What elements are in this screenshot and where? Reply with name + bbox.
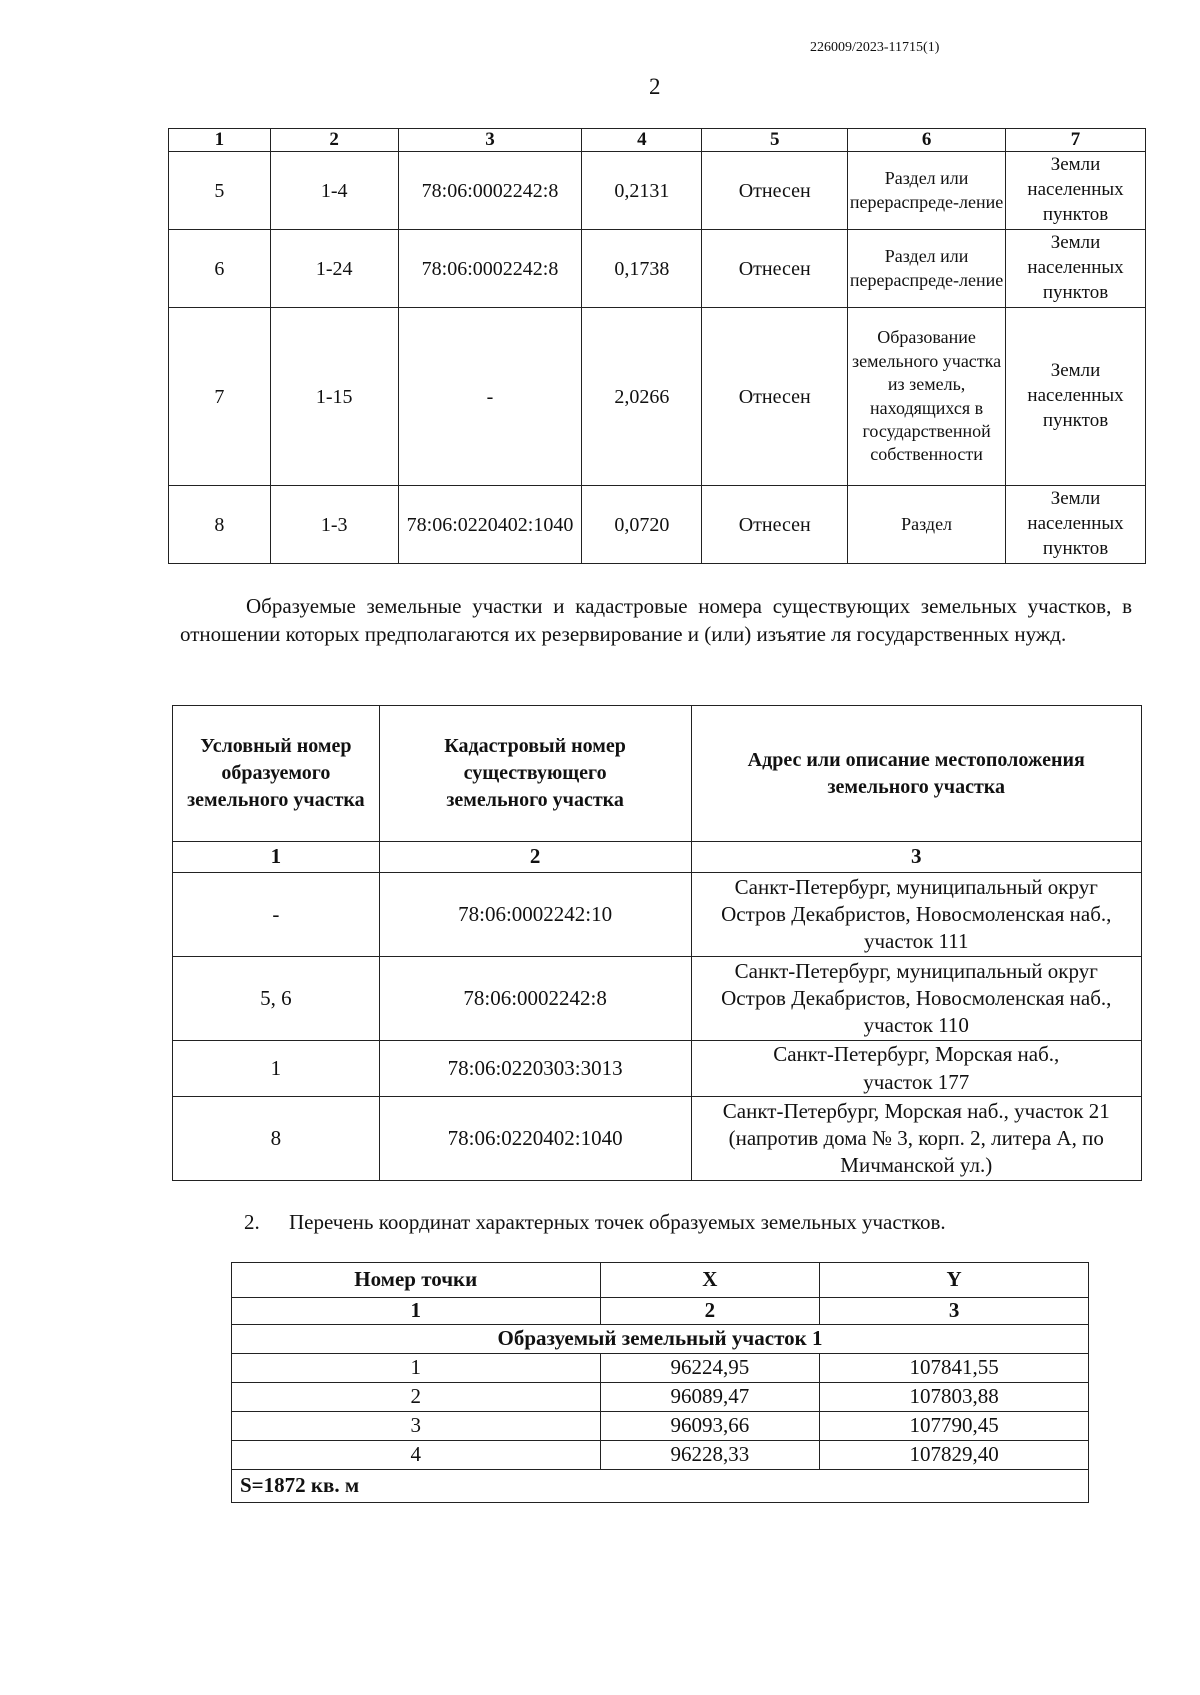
table-cell: 6 [169,230,271,308]
point-number: 3 [232,1412,601,1441]
table-cell: Раздел или перераспреде-ление [848,230,1006,308]
table-cell: 5, 6 [173,957,380,1041]
table-cell: 78:06:0220402:1040 [379,1097,691,1181]
list-item-2 [244,1210,946,1235]
column-header: 4 [582,129,702,152]
table-header-row [173,706,1142,842]
y-coordinate: 107790,45 [820,1412,1089,1441]
column-header: 1 [169,129,271,152]
column-number: 3 [691,842,1142,873]
table-cell: 1-4 [270,152,398,230]
table-cell: Отнесен [702,230,848,308]
list-item-text: Перечень координат характерных точек образуемых земельных участков. [289,1210,946,1234]
table-cell: 78:06:0002242:8 [379,957,691,1041]
table-cell: 8 [169,486,271,564]
table-cell: 78:06:0220402:1040 [398,486,582,564]
table-cell: 0,1738 [582,230,702,308]
column-header: 5 [702,129,848,152]
table-cell: Раздел [848,486,1006,564]
column-number: 2 [600,1298,820,1325]
table-cell: 78:06:0002242:8 [398,152,582,230]
table-row [232,1441,1089,1470]
table-row [169,230,1146,308]
table-row [173,1041,1142,1097]
paragraph-text [180,592,1132,648]
table-cell: 1-15 [270,308,398,486]
land-plots-table [168,128,1146,564]
table-cell: 78:06:0002242:10 [379,873,691,957]
section-title: Образуемый земельный участок 1 [232,1325,1089,1354]
table-cell: 1 [173,1041,380,1097]
section-row [232,1325,1089,1354]
column-header: 7 [1006,129,1146,152]
column-number: 2 [379,842,691,873]
table-cell: 1-24 [270,230,398,308]
table-cell: 0,2131 [582,152,702,230]
column-header: Номер точки [232,1263,601,1298]
table-cell: Санкт-Петербург, Морская наб., участок 21 (напротив дома № 3, корп. 2, литера А, по Мичманской ул.) [691,1097,1142,1181]
column-header: X [600,1263,820,1298]
table-cell: Отнесен [702,486,848,564]
table-row [169,486,1146,564]
table-cell: Раздел или перераспреде-ление [848,152,1006,230]
column-number: 3 [820,1298,1089,1325]
column-number-row [173,842,1142,873]
table-cell: Санкт-Петербург, Морская наб., участок 177 [691,1041,1142,1097]
table-cell: Земли населенных пунктов [1006,230,1146,308]
y-coordinate: 107829,40 [820,1441,1089,1470]
table-header-row [232,1263,1089,1298]
column-number-row [232,1298,1089,1325]
table-cell: 7 [169,308,271,486]
table-cell: 78:06:0220303:3013 [379,1041,691,1097]
column-header: Условный номер образуемого земельного участка [173,706,380,842]
list-item-number: 2. [244,1210,260,1234]
table-cell: 1-3 [270,486,398,564]
table-cell: 5 [169,152,271,230]
table-cell: 2,0266 [582,308,702,486]
table-cell: Земли населенных пунктов [1006,486,1146,564]
table-cell: Санкт-Петербург, муниципальный округ Остров Декабристов, Новосмоленская наб., участок 111 [691,873,1142,957]
point-number: 1 [232,1354,601,1383]
table-cell: 78:06:0002242:8 [398,230,582,308]
table-row [232,1383,1089,1412]
page-number: 2 [649,74,661,99]
column-number: 1 [173,842,380,873]
column-header: Адрес или описание местоположения земельного участка [691,706,1142,842]
x-coordinate: 96089,47 [600,1383,820,1412]
table-row [232,1412,1089,1441]
x-coordinate: 96224,95 [600,1354,820,1383]
y-coordinate: 107803,88 [820,1383,1089,1412]
table-cell: Образование земельного участка из земель, находящихся в государственной собственности [848,308,1006,486]
column-header: Кадастровый номер существующего земельного участка [379,706,691,842]
table-cell: 8 [173,1097,380,1181]
table-row [173,1097,1142,1181]
table-row [169,152,1146,230]
document-number: 226009/2023-11715(1) [810,40,940,55]
table-row [169,308,1146,486]
column-number: 1 [232,1298,601,1325]
area-value: S=1872 кв. м [232,1470,1089,1503]
table-row [232,1354,1089,1383]
table-cell: Земли населенных пунктов [1006,152,1146,230]
coordinates-table [231,1262,1089,1503]
column-header: Y [820,1263,1089,1298]
table-cell: Отнесен [702,308,848,486]
paragraph-content: Образуемые земельные участки и кадастровые номера существующих земельных участков, в отношении которых предполагаются их резервирование и (или) изъятие ля государственных нужд. [180,594,1132,646]
x-coordinate: 96228,33 [600,1441,820,1470]
table-header-row [169,129,1146,152]
table-row [173,873,1142,957]
y-coordinate: 107841,55 [820,1354,1089,1383]
table-cell: Санкт-Петербург, муниципальный округ Остров Декабристов, Новосмоленская наб., участок 110 [691,957,1142,1041]
table-cell: - [398,308,582,486]
column-header: 3 [398,129,582,152]
point-number: 4 [232,1441,601,1470]
table-cell: 0,0720 [582,486,702,564]
table-cell: - [173,873,380,957]
table-cell: Отнесен [702,152,848,230]
column-header: 2 [270,129,398,152]
reservation-table [172,705,1142,1181]
point-number: 2 [232,1383,601,1412]
table-row [173,957,1142,1041]
column-header: 6 [848,129,1006,152]
table-cell: Земли населенных пунктов [1006,308,1146,486]
x-coordinate: 96093,66 [600,1412,820,1441]
area-row [232,1470,1089,1503]
